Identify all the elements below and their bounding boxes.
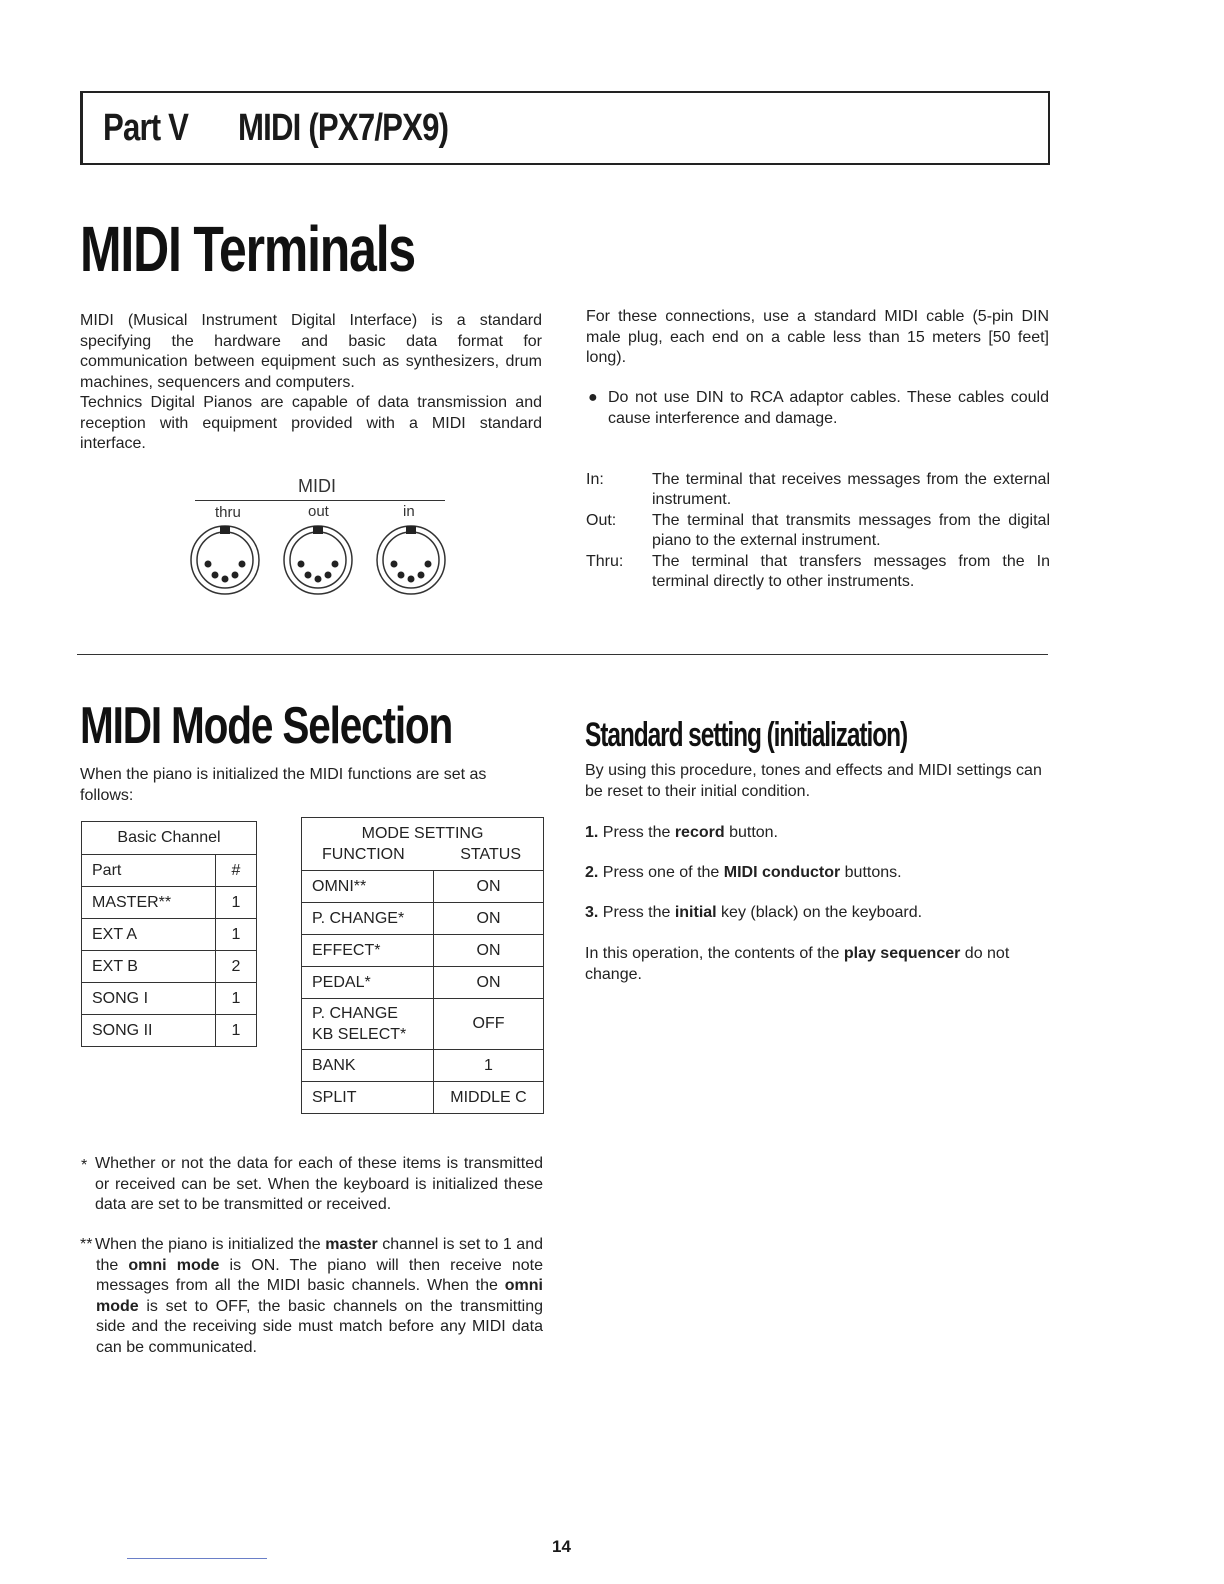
- table-row: [82, 887, 257, 919]
- function-line-1: P. CHANGE: [312, 1005, 398, 1022]
- mode-setting-table: [301, 817, 544, 1114]
- mode-heading: MIDI Mode Selection: [80, 697, 453, 755]
- note-text: channel is set to 1 and the: [96, 1236, 544, 1274]
- function-line-2: KB SELECT*: [312, 1026, 407, 1043]
- table-row: [302, 871, 544, 903]
- function-cell: SPLIT: [302, 1082, 434, 1114]
- function-cell: EFFECT*: [302, 935, 434, 967]
- step-text: key (black) on the keyboard.: [716, 904, 923, 921]
- col-function-header: FUNCTION: [322, 846, 405, 863]
- definition-term: Out:: [586, 512, 617, 529]
- definition-term: Thru:: [586, 553, 624, 570]
- note-bold: omni mode: [96, 1277, 543, 1315]
- step-number: 1.: [585, 824, 599, 841]
- standard-heading: Standard setting (initialization): [585, 716, 908, 754]
- mode-setting-title: MODE SETTING: [361, 825, 484, 842]
- step-text: button.: [724, 824, 778, 841]
- terminals-intro: [80, 311, 542, 455]
- part-label: Part V: [103, 107, 189, 149]
- col-part-header: Part: [82, 855, 216, 887]
- step-bold: MIDI conductor: [723, 864, 841, 881]
- diagram-rule: [195, 500, 445, 501]
- part-cell: EXT A: [82, 919, 216, 951]
- closing-text: In this operation, the contents of the: [585, 945, 844, 962]
- closing-bold: play sequencer: [843, 945, 961, 962]
- section-divider: [77, 654, 1048, 655]
- bullet-icon: ●: [588, 389, 598, 406]
- footnote-text: [80, 1235, 543, 1358]
- function-cell: [302, 999, 434, 1050]
- status-cell: ON: [434, 871, 544, 903]
- note-bold: master: [325, 1236, 378, 1253]
- num-cell: 1: [216, 1015, 257, 1047]
- definition-desc: The terminal that transmits messages from the digital piano to the external instrument.: [652, 512, 1050, 549]
- mode-setting-title-cell: [302, 818, 544, 871]
- page-number: 14: [552, 1537, 571, 1556]
- function-cell: P. CHANGE*: [302, 903, 434, 935]
- status-cell: ON: [434, 967, 544, 999]
- standard-closing: [585, 944, 1048, 985]
- num-cell: 1: [216, 983, 257, 1015]
- status-cell: ON: [434, 903, 544, 935]
- table-row: [82, 983, 257, 1015]
- status-cell: MIDDLE C: [434, 1082, 544, 1114]
- basic-channel-title: Basic Channel: [82, 822, 257, 855]
- mode-intro: When the piano is initialized the MIDI functions are set as follows:: [80, 766, 487, 804]
- part-cell: EXT B: [82, 951, 216, 983]
- part-cell: SONG II: [82, 1015, 216, 1047]
- basic-channel-title-row: [82, 822, 257, 855]
- status-cell: OFF: [434, 999, 544, 1050]
- standard-intro: By using this procedure, tones and effects and MIDI settings can be reset to their initial condition.: [585, 762, 1042, 800]
- table-row: [302, 999, 544, 1050]
- table-row: [302, 903, 544, 935]
- basic-channel-table: [81, 821, 257, 1047]
- din-connectors: [190, 522, 450, 602]
- warning-item: [586, 388, 1049, 429]
- step-bold: record: [674, 824, 725, 841]
- definition-desc: The terminal that transfers messages from the In terminal directly to other instruments.: [652, 553, 1050, 590]
- mode-setting-title-row: [302, 818, 544, 871]
- din-connector-thru: [191, 526, 259, 594]
- table-row: [82, 919, 257, 951]
- definition-in: [586, 470, 1050, 510]
- step-1: [585, 824, 778, 842]
- step-text: Press the: [602, 824, 675, 841]
- din-connector-out: [284, 526, 352, 594]
- bottom-rule: [127, 1558, 267, 1559]
- num-cell: 2: [216, 951, 257, 983]
- terminals-heading: MIDI Terminals: [80, 213, 415, 285]
- step-bold: initial: [674, 904, 717, 921]
- footnote-mark: **: [80, 1236, 93, 1253]
- part-cell: MASTER**: [82, 887, 216, 919]
- table-row: [302, 1082, 544, 1114]
- table-row: [302, 1050, 544, 1082]
- table-row: [302, 935, 544, 967]
- step-text: buttons.: [840, 864, 902, 881]
- status-cell: ON: [434, 935, 544, 967]
- din-connector-in: [377, 526, 445, 594]
- definition-desc: The terminal that receives messages from the external instrument.: [652, 471, 1050, 508]
- note-text: is ON. The piano will then receive note messages from all the MIDI basic channels. When the: [96, 1256, 544, 1294]
- warning-text: Do not use DIN to RCA adaptor cables. These cables could cause interference and damage.: [608, 389, 1049, 427]
- footnote-text: Whether or not the data for each of these items is transmitted or received can be set. When the keyboard is initialized these data are set to be transmitted or received.: [95, 1155, 543, 1213]
- num-cell: 1: [216, 919, 257, 951]
- part-header-box: [80, 91, 1050, 165]
- note-text: is set to OFF, the basic channels on the transmitting side and the receiving side must match before any MIDI data can be communicated.: [96, 1297, 543, 1356]
- definition-thru: [586, 552, 1050, 592]
- col-status-header: STATUS: [460, 846, 521, 863]
- definition-out: [586, 511, 1050, 551]
- label-in: in: [403, 503, 415, 520]
- part-title: MIDI (PX7/PX9): [238, 107, 449, 149]
- step-3: [585, 904, 922, 922]
- function-cell: PEDAL*: [302, 967, 434, 999]
- label-thru: thru: [215, 504, 241, 521]
- mode-setting-columns: [302, 844, 543, 865]
- midi-connector-diagram: [190, 474, 450, 604]
- step-text: Press one of the: [602, 864, 724, 881]
- table-row: [302, 967, 544, 999]
- note-bold: omni mode: [128, 1256, 220, 1274]
- basic-channel-header-row: [82, 855, 257, 887]
- footnote-single-star: [80, 1154, 543, 1216]
- table-row: [82, 1015, 257, 1047]
- label-out: out: [308, 503, 329, 520]
- intro-paragraph-2: Technics Digital Pianos are capable of data transmission and reception with equipment provided with a MIDI standard interface.: [80, 394, 542, 452]
- function-cell: BANK: [302, 1050, 434, 1082]
- step-number: 2.: [585, 864, 599, 881]
- intro-paragraph-1: MIDI (Musical Instrument Digital Interface) is a standard specifying the hardware and basic data format for communication between equipment such as synthesizers, drum machines, sequencers and computers.: [80, 312, 542, 391]
- function-cell: OMNI**: [302, 871, 434, 903]
- definition-term: In:: [586, 471, 604, 488]
- step-number: 3.: [585, 904, 599, 921]
- closing-text: do not change.: [585, 945, 1010, 983]
- part-cell: SONG I: [82, 983, 216, 1015]
- table-row: [82, 951, 257, 983]
- step-2: [585, 864, 902, 882]
- note-text: When the piano is initialized the: [95, 1236, 326, 1253]
- status-cell: 1: [434, 1050, 544, 1082]
- cable-text: For these connections, use a standard MIDI cable (5-pin DIN male plug, each end on a cable less than 15 meters [50 feet] long).: [586, 308, 1049, 366]
- num-cell: 1: [216, 887, 257, 919]
- diagram-title: MIDI: [298, 476, 336, 496]
- col-num-header: #: [216, 855, 257, 887]
- footnote-double-star: [80, 1235, 543, 1358]
- footnote-mark: *: [81, 1157, 88, 1174]
- step-text: Press the: [602, 904, 675, 921]
